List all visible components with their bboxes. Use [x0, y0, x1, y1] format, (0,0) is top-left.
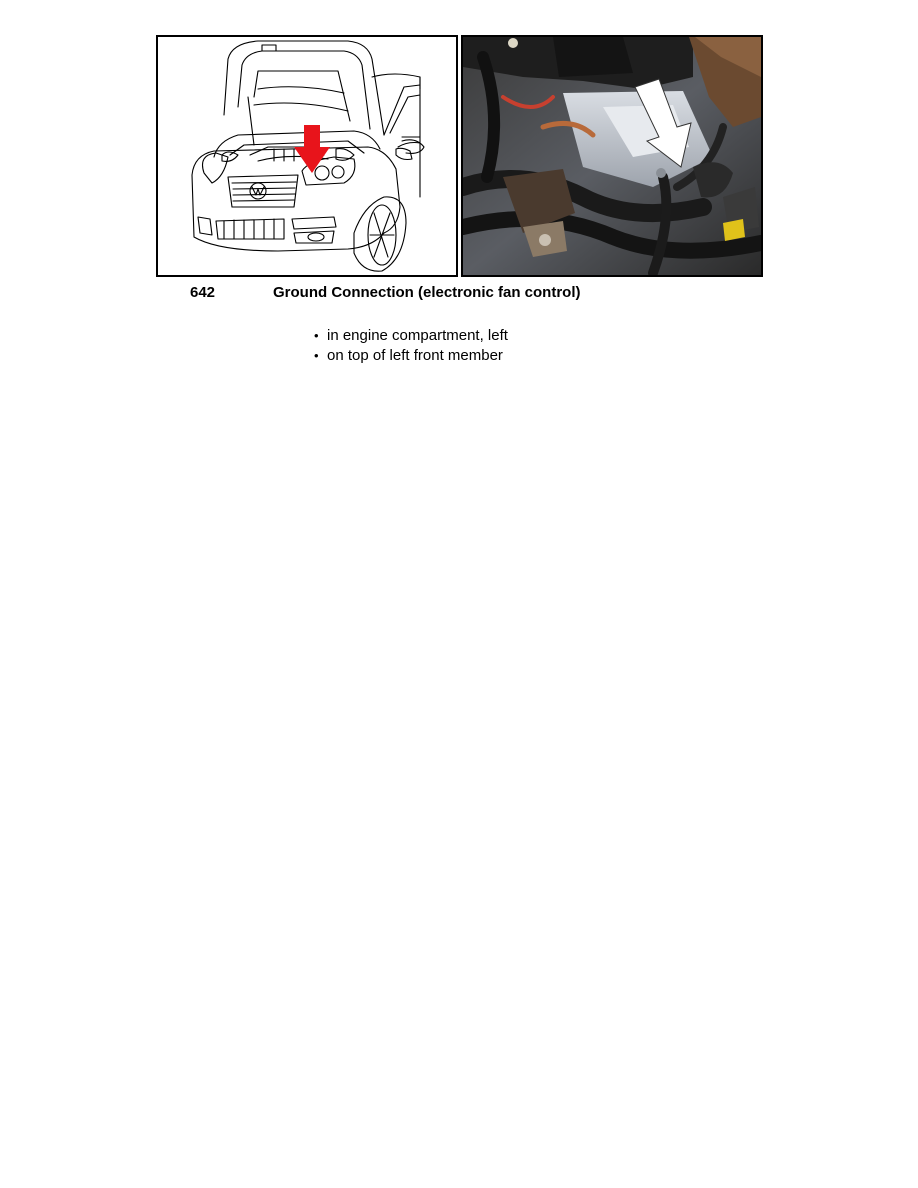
engine-compartment-photo — [461, 35, 763, 277]
location-notes-list — [314, 326, 508, 366]
component-number: 642 — [190, 284, 216, 301]
location-note-item: • in engine compartment, left — [314, 326, 508, 346]
location-note-item: • on top of left front member — [314, 346, 508, 366]
car-location-drawing — [156, 35, 458, 277]
component-title: Ground Connection (electronic fan control) — [273, 284, 581, 301]
